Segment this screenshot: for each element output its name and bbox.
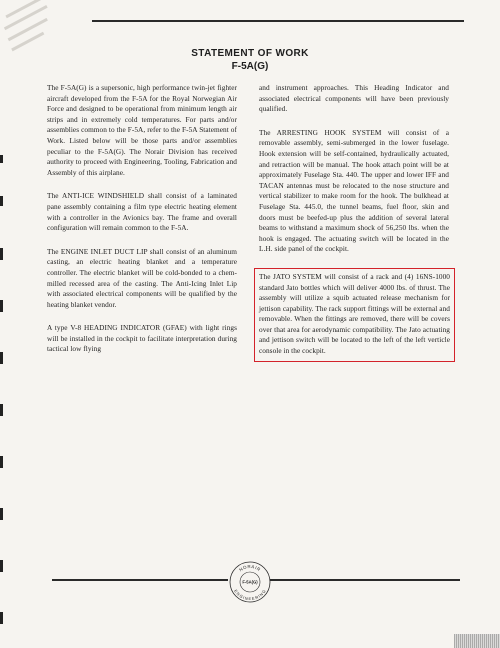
top-rule xyxy=(92,20,464,22)
seal-center-text: F-5A(G) xyxy=(242,579,258,585)
paragraph-arresting-hook-system: The ARRESTING HOOK SYSTEM will consist of a removable assembly, semi-submerged in the lower fuselage. Hook extension will be self-contained, hydraulically actuated, and retraction will be manual. The hook attach point will be at approximately Fuselage Sta. 440. The upper and lower IFF and TACAN antennas must be relocated to the nose structure and vertical stabilizer to make room for the hook. The bulkhead at Fuselage Sta. 445.0, the tunnel beams, fuel floor, skin and doors must be beefed-up plus the addition of several lateral beams to withstand a maximum shock of 56,250 lbs. when the hook is engaged. The actuating switch will be located in the L.H. side panel of the cockpit. xyxy=(259,127,449,254)
edge-mark xyxy=(0,196,3,206)
edge-mark xyxy=(0,508,3,520)
right-column xyxy=(259,83,449,375)
bottom-rule-left xyxy=(52,579,228,581)
paragraph-heading-indicator-continued: and instrument approaches. This Heading Indicator and associated electrical components will have been previously qualified. xyxy=(259,83,449,114)
paragraph-engine-inlet-duct-lip: The ENGINE INLET DUCT LIP shall consist of an aluminum casting, an electric heating blanket and a temperature controller. The electric blanket will be cold-bonded to a chem-milled recessed area of the casting. The Anti-Icing Inlet Lip with associated electrical components will be qualified by the heating blanket vendor. xyxy=(47,246,237,309)
bottom-rule-right xyxy=(270,579,460,581)
edge-mark xyxy=(0,300,3,312)
paragraph-introduction: The F-5A(G) is a supersonic, high performance twin-jet fighter aircraft developed from the F-5A for the Royal Norwegian Air Force and designed to be operational from minimum length air strips and in extremely cold temperatures. For parts and/or assemblies common to the F-5A, refer to the F-5A Statement of Work. Listed below will be those parts and/or assemblies peculiar to the F-5A(G). The Norair Division has received authority to proceed with Engineering, Tooling, Fabrication and Assembly of this airplane. xyxy=(47,83,237,177)
edge-mark xyxy=(0,560,3,572)
seal-top-text: NORAIR xyxy=(238,563,262,573)
binding-edge-marks xyxy=(0,0,8,648)
page-title: STATEMENT OF WORK xyxy=(191,48,309,59)
edge-mark xyxy=(0,612,3,624)
paragraph-heading-indicator: A type V-8 HEADING INDICATOR (GFAE) with light rings will be installed in the cockpit to facilitate interpretation during tactical low flying xyxy=(47,323,237,354)
page-subtitle: F-5A(G) xyxy=(231,61,269,72)
edge-mark xyxy=(0,456,3,468)
engineering-seal-icon xyxy=(228,560,272,604)
edge-mark xyxy=(0,404,3,416)
paragraph-anti-ice-windshield: The ANTI-ICE WINDSHIELD shall consist of a laminated pane assembly containing a film type electric heating element with a controller in the Avionics bay. The frame and overall configuration will remain common to the F-5A. xyxy=(47,191,237,233)
left-column xyxy=(47,83,237,368)
scan-corner-artifact xyxy=(454,634,500,648)
edge-mark xyxy=(0,248,3,260)
seal-bottom-text: ENGINEERING xyxy=(233,588,267,602)
edge-mark xyxy=(0,352,3,364)
edge-mark xyxy=(0,155,3,163)
paragraph-jato-system-highlighted: The JATO SYSTEM will consist of a rack and (4) 16NS-1000 standard Jato bottles which will deliver 4000 lbs. of thrust. The assembly will utilize a squib actuated release mechanism for jettison capability. The rack support fittings will be external and removable. When the fittings are removed, there will be covers over that area for aerodynamic compatibility. The Jato actuating and jettison switch will be located to the left of the left verticle console in the cockpit. xyxy=(254,268,455,362)
